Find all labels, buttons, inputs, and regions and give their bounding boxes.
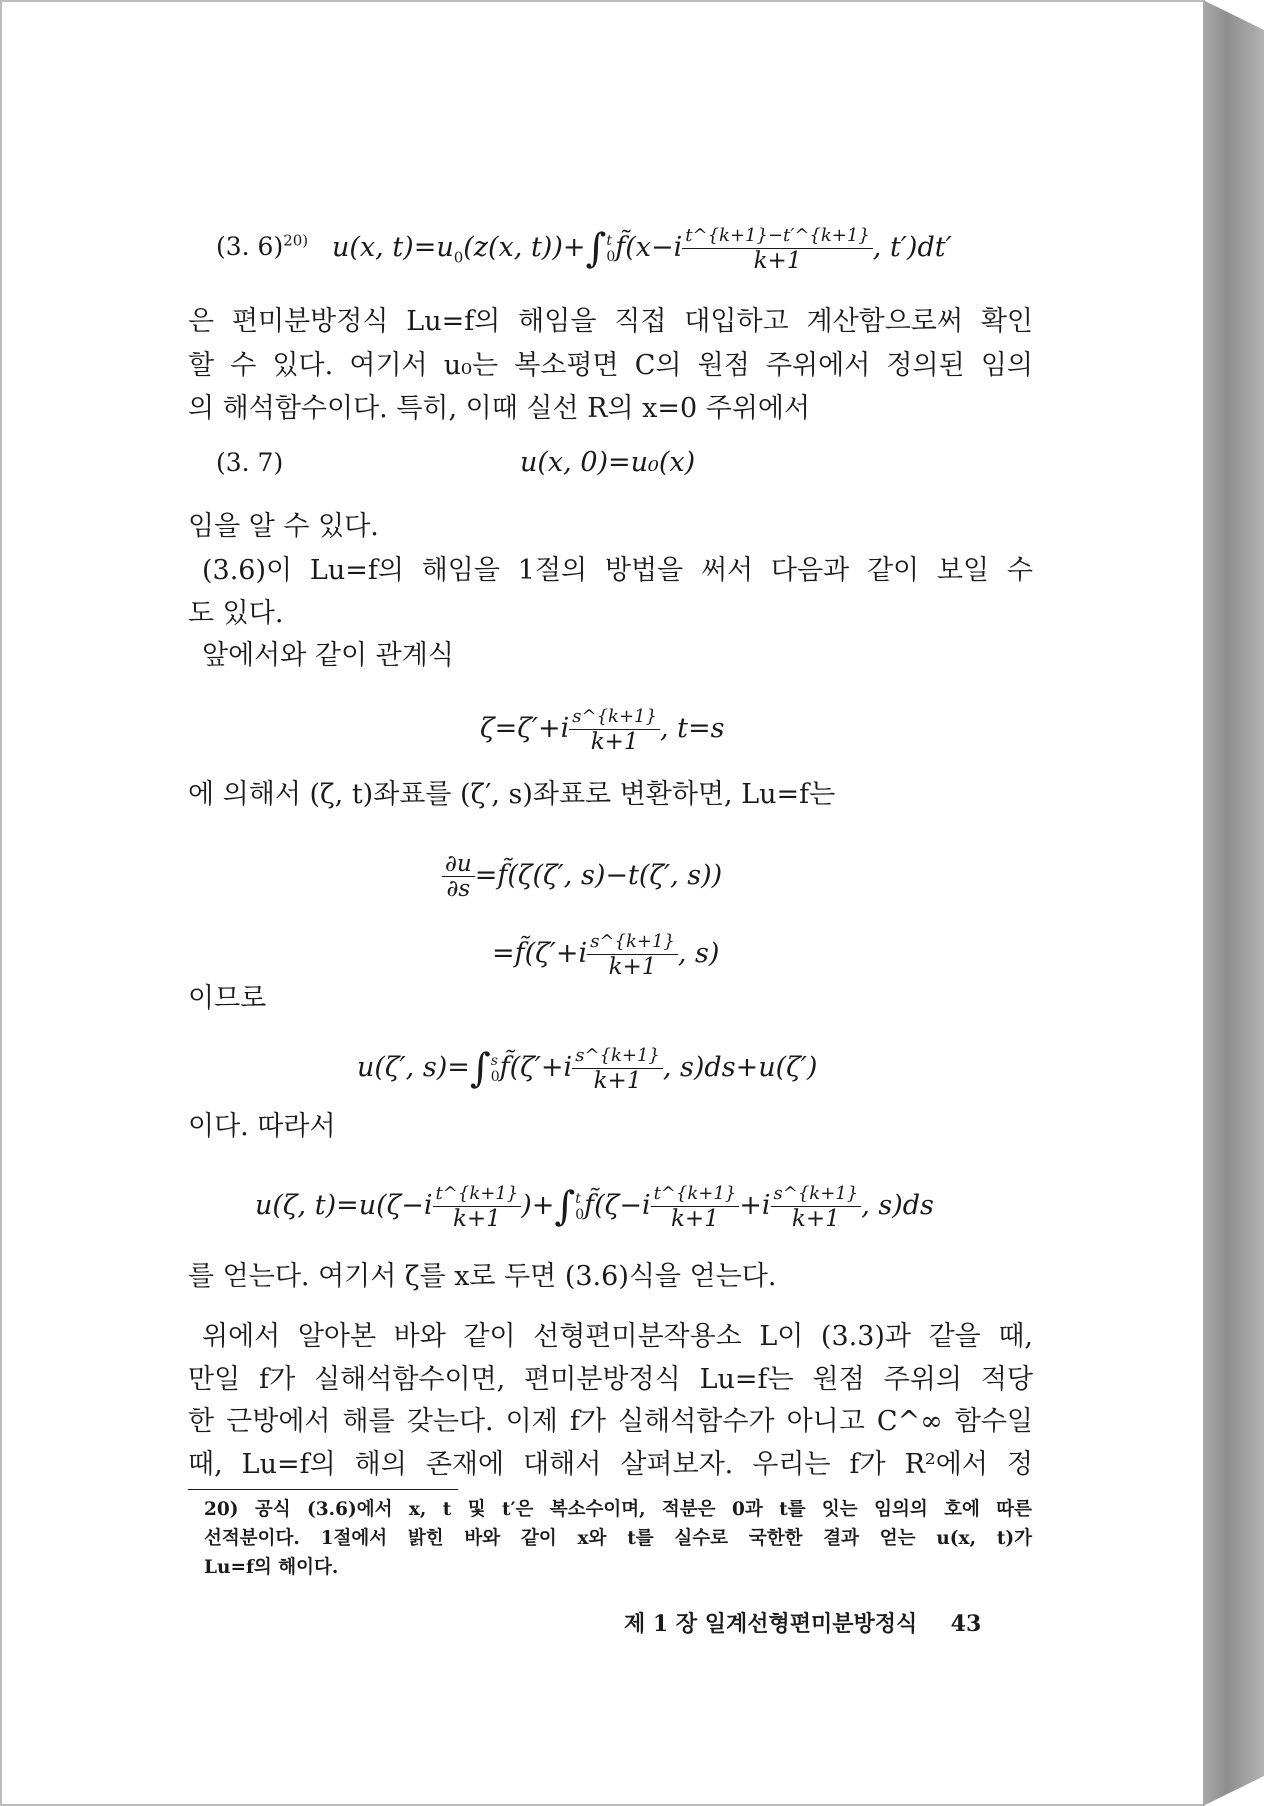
- footnote-rule: [188, 1489, 458, 1490]
- footnote-line: 20) 공식 (3.6)에서 x, t 및 t′은 복소수이며, 적분은 0과 t를 잇는 임의의 호에 따른: [204, 1499, 1032, 1520]
- chapter-title: 제 1 장 일계선형편미분방정식: [624, 1611, 918, 1637]
- equation-3-7: u(x, 0)=u₀(x): [520, 447, 696, 478]
- body-line: 이므로: [188, 983, 267, 1014]
- equation-transform: ζ=ζ′+i $\frac{s\^{}\{k+1\}}{k+1}$ , t=s: [480, 706, 725, 755]
- equation-3-6: u(x, $t)=u_0(z(x$, t))+∫ t 0 f̃(x−i $\frac{t\^{}\{k+1\}-t'\^{}\{k+1\}}{k+1}$ , t′)dt′: [332, 225, 952, 274]
- body-line: 임을 알 수 있다.: [188, 511, 379, 542]
- body-line: (3.6)이 Lu=f의 해임을 1절의 방법을 써서 다음과 같이 보일 수: [202, 555, 1033, 586]
- body-line: 한 근방에서 해를 갖는다. 이제 f가 실해석함수가 아니고 C^∞ 함수일: [188, 1406, 1033, 1437]
- equation-pde-line2: =f̃(ζ′+i $\frac{s\^{}\{k+1\}}{k+1}$ , s): [492, 931, 720, 980]
- equation-pde-line1: $\frac{\partial u}{\partial s}$ =f̃(ζ(ζ′, s)−t(ζ′, s)): [442, 852, 722, 901]
- equation-final: u(ζ, t)=u(ζ−i $\frac{t\^{}\{k+1\}}{k+1}$ )+∫ t 0 f̃(ζ−i $\frac{t\^{}\{k+1\}}{k+1}$ +i $\frac{s\^{}\{k+1\}}{k+1}$ , s)ds: [255, 1183, 934, 1232]
- page-number: 43: [950, 1611, 982, 1637]
- book-spine: [1203, 0, 1264, 1806]
- footnote-line: 선적분이다. 1절에서 밝힌 바와 같이 x와 t를 실수로 국한한 결과 얻는 u(x, t)가: [204, 1528, 1032, 1549]
- body-line: 때, Lu=f의 해의 존재에 대해서 살펴보자. 우리는 f가 R²에서 정: [188, 1449, 1033, 1480]
- body-line: 앞에서와 같이 관계식: [202, 640, 454, 671]
- equation-solution: u(ζ′, s)=∫ s 0 f̃(ζ′+i $\frac{s\^{}\{k+1\}}{k+1}$ , s)ds+u(ζ′): [357, 1045, 818, 1094]
- body-line: 이다. 따라서: [188, 1111, 336, 1142]
- footnote-marker[interactable]: 20): [283, 231, 309, 250]
- body-line: 의 해석함수이다. 특히, 이때 실선 R의 x=0 주위에서: [188, 393, 811, 424]
- body-line: 만일 f가 실해석함수이면, 편미분방정식 Lu=f는 원점 주위의 적당: [188, 1364, 1033, 1395]
- body-line: 를 얻는다. 여기서 ζ를 x로 두면 (3.6)식을 얻는다.: [188, 1261, 777, 1292]
- footnote-line: Lu=f의 해이다.: [204, 1557, 339, 1578]
- running-footer: [624, 1609, 981, 1639]
- body-line: 할 수 있다. 여기서 u₀는 복소평면 C의 원점 주위에서 정의된 임의: [188, 350, 1033, 381]
- body-line: 도 있다.: [188, 598, 284, 629]
- body-line: 위에서 알아본 바와 같이 선형편미분작용소 L이 (3.3)과 같을 때,: [202, 1321, 1033, 1352]
- equation-label-3-6: (3. 6)$^{20)}$: [216, 231, 309, 261]
- equation-label-3-7: (3. 7): [216, 448, 284, 477]
- body-line: 에 의해서 (ζ, t)좌표를 (ζ′, s)좌표로 변환하면, Lu=f는: [188, 779, 836, 810]
- body-line: 은 편미분방정식 Lu=f의 해임을 직접 대입하고 계산함으로써 확인: [188, 306, 1033, 337]
